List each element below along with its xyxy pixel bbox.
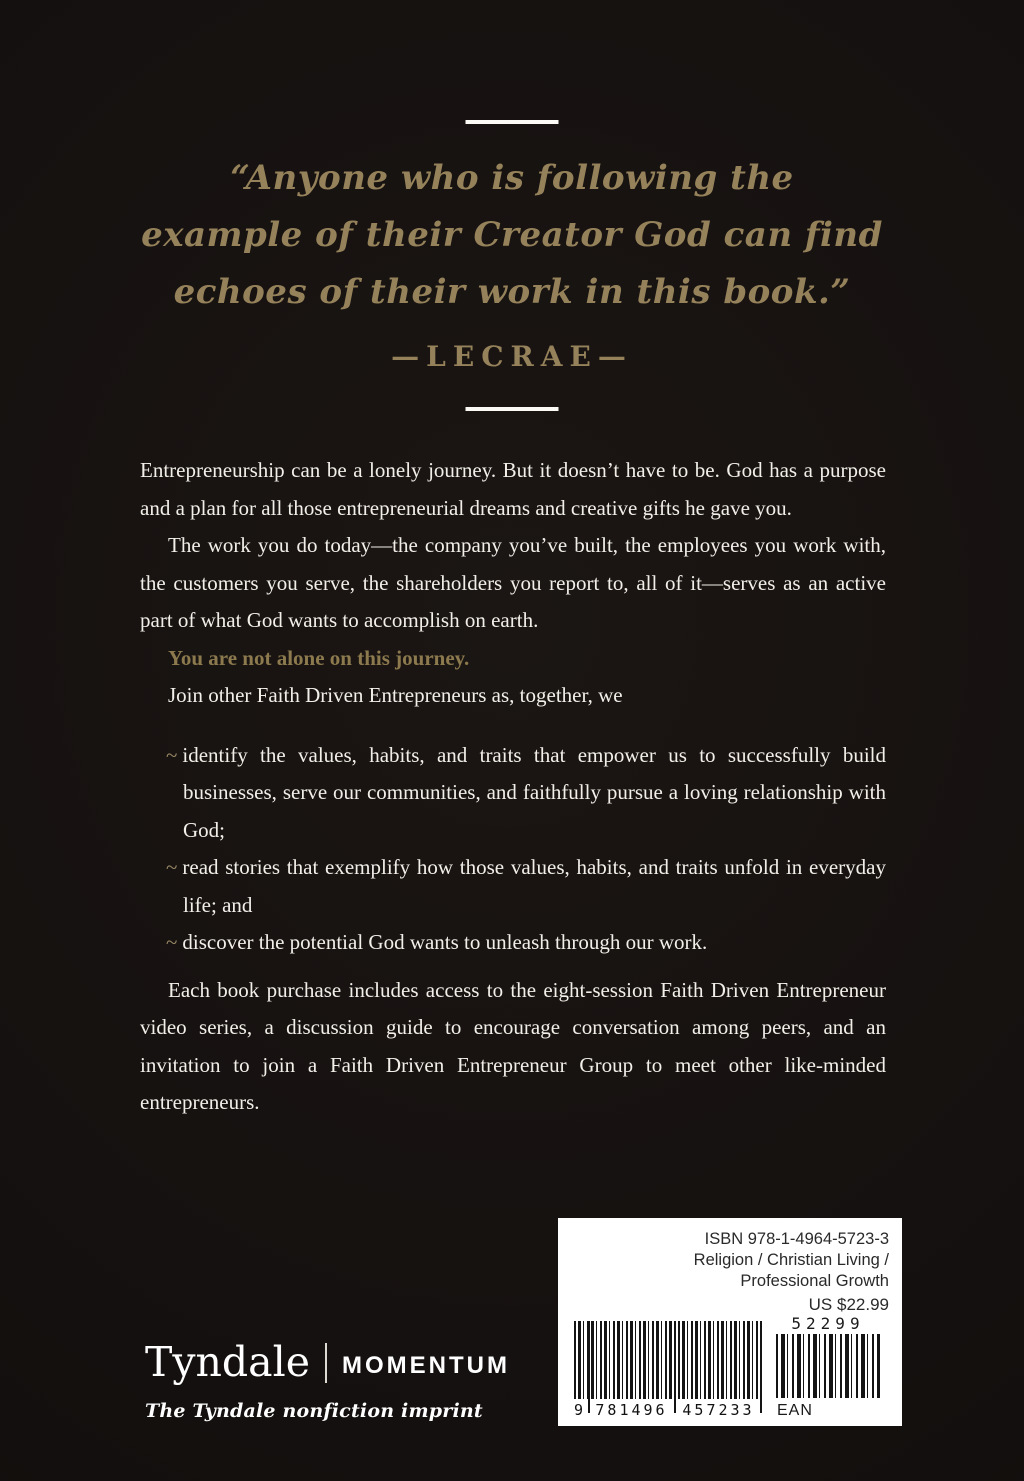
barcode-panel — [558, 1218, 902, 1426]
endorsement-quote — [0, 150, 1024, 321]
barcode-bars — [574, 1321, 762, 1399]
supplement-barcode — [776, 1334, 880, 1398]
isbn-number: ISBN 978-1-4964-5723-3 — [704, 1230, 889, 1248]
tilde-bullet-marker: ~ — [166, 930, 178, 954]
category-line: Religion / Christian Living / — [693, 1251, 889, 1269]
publisher-logo-block — [145, 1338, 510, 1422]
logo-divider-bar — [325, 1343, 327, 1383]
bottom-divider-rule — [466, 407, 559, 411]
bullet-text: read stories that exemplify how those values, habits, and traits unfold in everyday life; and — [182, 855, 886, 917]
ean-barcode — [574, 1321, 762, 1419]
ean-label: EAN — [777, 1402, 813, 1419]
description-paragraph: Entrepreneurship can be a lonely journey. But it doesn’t have to be. God has a purpose and a plan for all those entrepreneurial dreams and creative gifts he gave you. — [140, 458, 886, 520]
category-line: Professional Growth — [740, 1272, 889, 1290]
barcode-guard — [674, 1321, 676, 1413]
list-item — [140, 924, 886, 962]
barcode-guard — [760, 1321, 762, 1413]
bullet-text: discover the potential God wants to unleash through our work. — [182, 930, 708, 954]
publisher-logo — [145, 1338, 510, 1386]
quote-line: “Anyone who is following the — [230, 158, 794, 198]
imprint-tagline: The Tyndale nonfiction imprint — [145, 1400, 483, 1422]
join-line: Join other Faith Driven Entrepreneurs as, together, we — [168, 683, 623, 707]
ean-digit-group: 781496 — [595, 1401, 668, 1419]
description-paragraph: The work you do today—the company you’ve built, the employees you work with, the customers you serve, the shareholders you report to, all of it—serves as an active part of what God wants to accomplish on earth. — [140, 533, 886, 632]
price-label: US $22.99 — [808, 1295, 889, 1314]
list-item — [140, 849, 886, 924]
ean-digit-group: 457233 — [682, 1401, 755, 1419]
tyndale-wordmark: Tyndale — [145, 1338, 310, 1386]
bullet-list — [140, 737, 886, 962]
list-item — [140, 737, 886, 850]
price-supplement-code: 52299 — [791, 1314, 865, 1333]
tilde-bullet-marker: ~ — [166, 855, 178, 879]
back-cover-description — [140, 452, 886, 1122]
quote-attribution: —LECRAE— — [391, 340, 633, 373]
momentum-wordmark: MOMENTUM — [341, 1351, 510, 1379]
top-divider-rule — [466, 120, 559, 124]
tilde-bullet-marker: ~ — [166, 742, 178, 767]
highlight-line: You are not alone on this journey. — [168, 645, 470, 670]
barcode-bars — [776, 1334, 880, 1398]
ean-digit-first: 9 — [574, 1401, 584, 1419]
quote-line: example of their Creator God can find — [141, 215, 883, 255]
quote-line: echoes of their work in this book.” — [173, 272, 851, 312]
isbn-info — [694, 1229, 889, 1292]
ean-digits — [574, 1401, 762, 1419]
closing-paragraph: Each book purchase includes access to the eight-session Faith Driven Entrepreneur video series, a discussion guide to encourage conversation among peers, and an invitation to join a Faith Driven Entrepreneur Group to meet other like-minded entrepreneurs. — [140, 977, 886, 1114]
bullet-text: identify the values, habits, and traits that empower us to successfully build businesses, serve our communities, and faithfully pursue a loving relationship with God; — [182, 742, 886, 842]
barcode-guard — [588, 1321, 590, 1413]
